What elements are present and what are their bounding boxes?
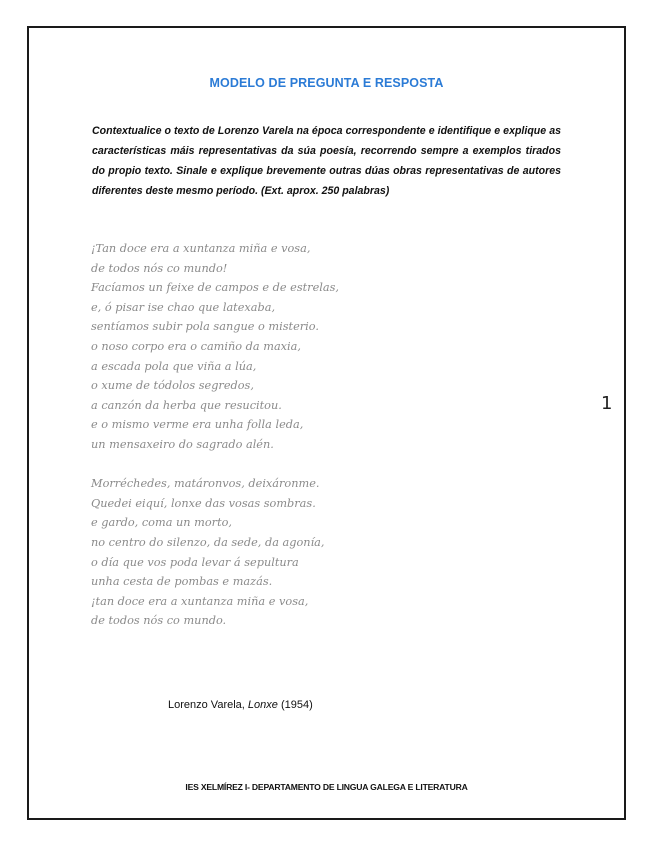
poem-line: a canzón da herba que resucitou. xyxy=(91,398,282,412)
poem xyxy=(91,239,451,631)
page-footer: IES XELMÍREZ I- DEPARTAMENTO DE LINGUA GALEGA E LITERATURA xyxy=(185,782,468,792)
poem-line: a escada pola que viña a lúa, xyxy=(91,359,257,373)
attribution-author: Lorenzo Varela, xyxy=(168,699,248,711)
question-prompt: Contextualice o texto de Lorenzo Varela na época correspondente e identifique e explique as características máis representativas da súa poesía, recorrendo sempre a exemplos tirados do propio texto. Sinale e explique brevemente outras dúas obras representativas de autores diferentes deste mesmo período. (Ext. aprox. 250 palabras) xyxy=(92,125,561,197)
document-page xyxy=(27,26,626,820)
stanza-break xyxy=(91,455,451,475)
poem-line: Morréchedes, matáronvos, deixáronme. xyxy=(91,477,320,491)
poem-line: de todos nós co mundo. xyxy=(91,614,227,628)
poem-line: e, ó pisar ise chao que latexaba, xyxy=(91,300,276,314)
poem-line: sentíamos subir pola sangue o misterio. xyxy=(91,320,319,334)
poem-line: e o mismo verme era unha folla leda, xyxy=(91,418,304,432)
poem-line: no centro do silenzo, da sede, da agonía, xyxy=(91,535,325,549)
page-number: 1 xyxy=(601,393,613,414)
attribution-year: (1954) xyxy=(277,699,313,711)
poem-line: unha cesta de pombas e mazás. xyxy=(91,575,273,589)
page-title: MODELO DE PREGUNTA E RESPOSTA xyxy=(209,76,444,90)
poem-line: o día que vos poda levar á sepultura xyxy=(91,555,299,569)
poem-line: o xume de tódolos segredos, xyxy=(91,379,254,393)
poem-line: de todos nós co mundo! xyxy=(91,261,228,275)
attribution-work: Lonxe xyxy=(247,699,278,711)
poem-line: o noso corpo era o camiño da maxia, xyxy=(91,339,301,353)
poem-line: Quedei eiquí, lonxe das vosas sombras. xyxy=(91,496,316,510)
poem-attribution xyxy=(168,699,313,711)
poem-line: ¡Tan doce era a xuntanza miña e vosa, xyxy=(91,242,311,255)
poem-line: ¡tan doce era a xuntanza miña e vosa, xyxy=(91,594,309,608)
poem-line: Facíamos un feixe de campos e de estrelas, xyxy=(91,281,339,295)
poem-line: e gardo, coma un morto, xyxy=(91,516,233,530)
poem-line: un mensaxeiro do sagrado alén. xyxy=(91,437,274,451)
